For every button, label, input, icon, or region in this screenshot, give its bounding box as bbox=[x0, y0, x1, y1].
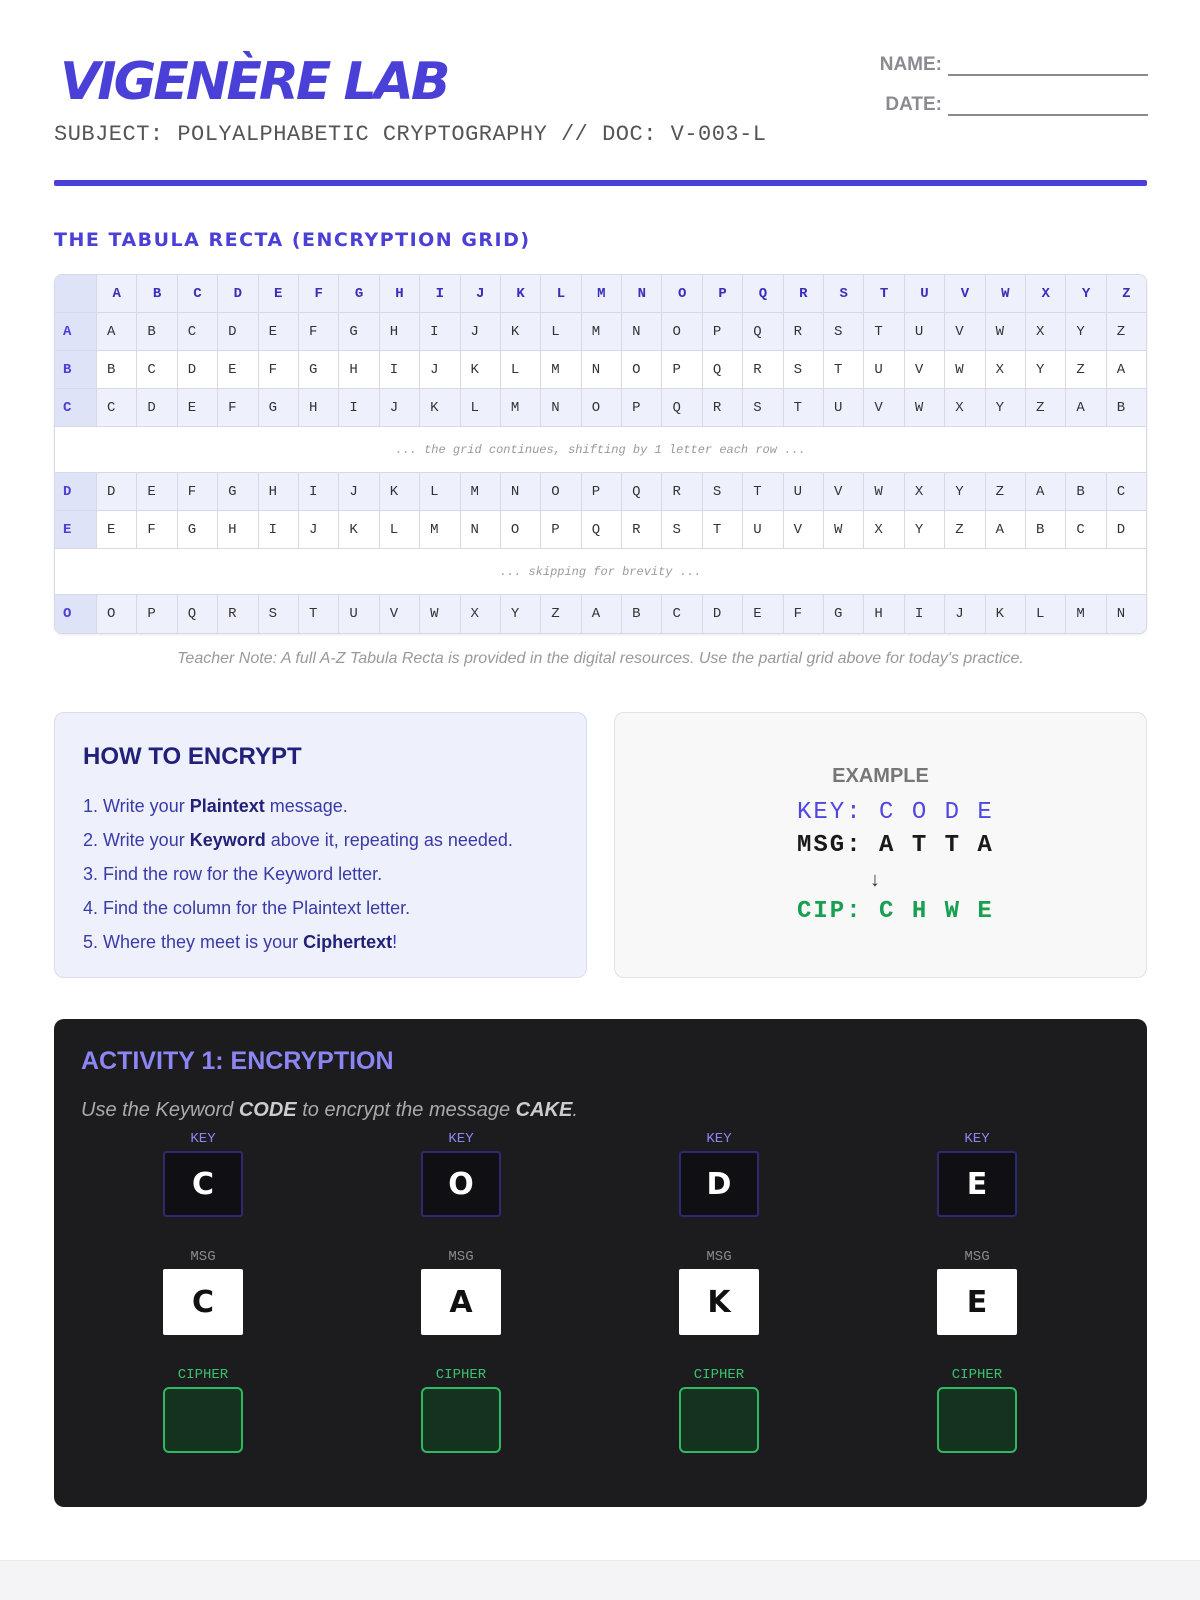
tabula-cell: X bbox=[945, 389, 985, 426]
page-title: VIGENÈRE LAB bbox=[60, 52, 448, 112]
tabula-column-header: F bbox=[299, 275, 339, 312]
tabula-column-header: H bbox=[380, 275, 420, 312]
steps-list bbox=[83, 789, 558, 959]
tabula-row-header: D bbox=[55, 473, 97, 510]
how-to-encrypt-panel bbox=[54, 712, 587, 978]
tabula-corner-cell bbox=[55, 275, 97, 312]
activity-cipher-label: CIPHER bbox=[693, 1367, 745, 1383]
step-text: 3. Find the row for the Keyword letter. bbox=[83, 864, 383, 884]
tabula-cell: P bbox=[582, 473, 622, 510]
tabula-cell: T bbox=[784, 389, 824, 426]
tabula-row-header: A bbox=[55, 313, 97, 350]
page-footer-strip bbox=[0, 1560, 1200, 1600]
step-term: Ciphertext bbox=[303, 932, 393, 952]
step-item bbox=[83, 891, 558, 925]
tabula-recta-grid bbox=[54, 274, 1147, 634]
tabula-header-row bbox=[55, 275, 1146, 313]
tabula-cell: O bbox=[582, 389, 622, 426]
tabula-row bbox=[55, 351, 1146, 389]
tabula-cell: I bbox=[905, 595, 945, 633]
tabula-cell: S bbox=[703, 473, 743, 510]
example-msg-line: MSG: A T T A bbox=[797, 832, 994, 859]
tabula-column-header: L bbox=[541, 275, 581, 312]
tabula-cell: U bbox=[743, 511, 783, 548]
subject-line: SUBJECT: POLYALPHABETIC CRYPTOGRAPHY // DOC: V-003-L bbox=[54, 122, 767, 147]
tabula-cell: F bbox=[137, 511, 177, 548]
step-item bbox=[83, 857, 558, 891]
tabula-cell: V bbox=[945, 313, 985, 350]
tabula-cell: R bbox=[622, 511, 662, 548]
tabula-cell: Y bbox=[1066, 313, 1106, 350]
tabula-cell: F bbox=[218, 389, 258, 426]
activity-key-box: D bbox=[679, 1151, 759, 1217]
tabula-cell: H bbox=[299, 389, 339, 426]
tabula-row-header: B bbox=[55, 351, 97, 388]
tabula-gap-note: ... the grid continues, shifting by 1 letter each row ... bbox=[55, 427, 1146, 473]
tabula-cell: Z bbox=[1116, 323, 1126, 340]
tabula-cell: E bbox=[218, 351, 258, 388]
tabula-cell: I bbox=[380, 351, 420, 388]
tabula-cell: P bbox=[137, 595, 177, 633]
header-divider bbox=[54, 180, 1147, 186]
tabula-column-header: K bbox=[501, 275, 541, 312]
tabula-cell: A bbox=[1116, 361, 1126, 378]
tabula-row bbox=[55, 511, 1146, 549]
step-text-end: above it, repeating as needed. bbox=[265, 830, 513, 850]
tabula-column-header: A bbox=[97, 275, 137, 312]
tabula-cell: K bbox=[420, 389, 460, 426]
tabula-cell: C bbox=[137, 351, 177, 388]
tabula-row-header: E bbox=[55, 511, 97, 548]
activity-title: ACTIVITY 1: ENCRYPTION bbox=[81, 1047, 394, 1075]
tabula-cell: K bbox=[380, 473, 420, 510]
activity-msg-label: MSG bbox=[190, 1249, 216, 1265]
tabula-column-header: W bbox=[986, 275, 1026, 312]
tabula-cell: I bbox=[299, 473, 339, 510]
example-title: EXAMPLE bbox=[832, 765, 929, 787]
tabula-cell: N bbox=[501, 473, 541, 510]
example-key-line: KEY: C O D E bbox=[797, 799, 994, 826]
tabula-cell: G bbox=[218, 473, 258, 510]
tabula-cell: A bbox=[986, 511, 1026, 548]
tabula-cell: O bbox=[662, 313, 702, 350]
tabula-cell: C bbox=[178, 313, 218, 350]
tabula-cell: O bbox=[622, 351, 662, 388]
date-blank-line[interactable] bbox=[948, 96, 1148, 116]
tabula-column-header: M bbox=[582, 275, 622, 312]
tabula-cell: J bbox=[299, 511, 339, 548]
tabula-cell: N bbox=[1116, 606, 1126, 622]
tabula-cell: P bbox=[622, 389, 662, 426]
tabula-cell: L bbox=[501, 351, 541, 388]
tabula-cell: T bbox=[864, 313, 904, 350]
tabula-cell: K bbox=[986, 595, 1026, 633]
activity-key-box: E bbox=[937, 1151, 1017, 1217]
tabula-cell: G bbox=[339, 313, 379, 350]
tabula-cell: O bbox=[97, 595, 137, 633]
tabula-cell: W bbox=[945, 351, 985, 388]
tabula-cell: M bbox=[1066, 595, 1106, 633]
tabula-cell: O bbox=[501, 511, 541, 548]
tabula-cell: U bbox=[824, 389, 864, 426]
activity-msg-label: MSG bbox=[448, 1249, 474, 1265]
tabula-cell: Z bbox=[1066, 351, 1106, 388]
tabula-column-header: T bbox=[864, 275, 904, 312]
tabula-cell: F bbox=[299, 313, 339, 350]
tabula-cell: A bbox=[97, 313, 137, 350]
tabula-cell: S bbox=[259, 595, 299, 633]
tabula-cell: F bbox=[784, 595, 824, 633]
activity-key-label: KEY bbox=[964, 1131, 990, 1147]
tabula-cell: Z bbox=[541, 595, 581, 633]
name-label: NAME: bbox=[879, 54, 942, 75]
activity-key-label: KEY bbox=[190, 1131, 216, 1147]
tabula-column-header: B bbox=[137, 275, 177, 312]
tabula-cell: P bbox=[541, 511, 581, 548]
tabula-cell: B bbox=[137, 313, 177, 350]
tabula-heading: THE TABULA RECTA (ENCRYPTION GRID) bbox=[54, 229, 531, 251]
tabula-cell: D bbox=[1116, 521, 1126, 538]
instr-text-1: Use the Keyword bbox=[81, 1099, 239, 1121]
tabula-cell: V bbox=[864, 389, 904, 426]
tabula-cell: H bbox=[218, 511, 258, 548]
tabula-column-header: Z bbox=[1122, 285, 1131, 302]
tabula-cell: X bbox=[461, 595, 501, 633]
instr-message: CAKE bbox=[515, 1099, 573, 1121]
tabula-cell: T bbox=[703, 511, 743, 548]
tabula-cell: G bbox=[299, 351, 339, 388]
tabula-column-header: P bbox=[703, 275, 743, 312]
tabula-column-header: X bbox=[1026, 275, 1066, 312]
tabula-cell: I bbox=[339, 389, 379, 426]
tabula-cell: H bbox=[259, 473, 299, 510]
tabula-cell: A bbox=[582, 595, 622, 633]
tabula-cell: Q bbox=[703, 351, 743, 388]
step-text: 1. Write your bbox=[83, 796, 190, 816]
tabula-column-header: V bbox=[945, 275, 985, 312]
tabula-cell: P bbox=[703, 313, 743, 350]
tabula-cell: B bbox=[97, 351, 137, 388]
tabula-column-header: U bbox=[905, 275, 945, 312]
tabula-cell: J bbox=[461, 313, 501, 350]
activity-cipher-label: CIPHER bbox=[177, 1367, 229, 1383]
tabula-column-header: D bbox=[218, 275, 258, 312]
cipher-answer-box[interactable] bbox=[163, 1387, 243, 1453]
step-term: Keyword bbox=[189, 830, 266, 850]
tabula-cell: A bbox=[1026, 473, 1066, 510]
tabula-cell: N bbox=[461, 511, 501, 548]
tabula-cell: Q bbox=[622, 473, 662, 510]
tabula-cell: Z bbox=[986, 473, 1026, 510]
tabula-column-header: Q bbox=[743, 275, 783, 312]
date-label: DATE: bbox=[885, 94, 942, 115]
tabula-cell: E bbox=[137, 473, 177, 510]
step-text: 4. Find the column for the Plaintext letter. bbox=[83, 898, 411, 918]
tabula-cell: Y bbox=[501, 595, 541, 633]
step-item bbox=[83, 789, 558, 823]
activity-cipher-label: CIPHER bbox=[951, 1367, 1003, 1383]
tabula-cell: A bbox=[1066, 389, 1106, 426]
tabula-column-header: R bbox=[784, 275, 824, 312]
tabula-cell: R bbox=[703, 389, 743, 426]
step-term: Plaintext bbox=[189, 796, 265, 816]
tabula-cell: B bbox=[622, 595, 662, 633]
instr-text-2: to encrypt the message bbox=[296, 1099, 516, 1121]
tabula-cell: E bbox=[743, 595, 783, 633]
tabula-cell: M bbox=[541, 351, 581, 388]
tabula-cell: W bbox=[420, 595, 460, 633]
tabula-cell: Y bbox=[986, 389, 1026, 426]
activity-msg-box: E bbox=[937, 1269, 1017, 1335]
tabula-cell: D bbox=[137, 389, 177, 426]
instr-text-3: . bbox=[572, 1099, 578, 1121]
tabula-cell: R bbox=[218, 595, 258, 633]
tabula-cell: N bbox=[622, 313, 662, 350]
activity-msg-label: MSG bbox=[706, 1249, 732, 1265]
tabula-row bbox=[55, 389, 1146, 427]
tabula-cell: J bbox=[945, 595, 985, 633]
tabula-cell: L bbox=[420, 473, 460, 510]
activity-msg-box: A bbox=[421, 1269, 501, 1335]
tabula-cell: D bbox=[178, 351, 218, 388]
tabula-cell: J bbox=[420, 351, 460, 388]
tabula-cell: U bbox=[339, 595, 379, 633]
tabula-cell: C bbox=[97, 389, 137, 426]
activity-cipher-label: CIPHER bbox=[435, 1367, 487, 1383]
tabula-cell: H bbox=[380, 313, 420, 350]
tabula-cell: L bbox=[461, 389, 501, 426]
tabula-column-header: N bbox=[622, 275, 662, 312]
tabula-cell: H bbox=[864, 595, 904, 633]
tabula-row-header: O bbox=[55, 595, 97, 633]
tabula-cell: E bbox=[178, 389, 218, 426]
tabula-cell: Y bbox=[905, 511, 945, 548]
tabula-cell: V bbox=[824, 473, 864, 510]
cipher-answer-box[interactable] bbox=[421, 1387, 501, 1453]
tabula-cell: L bbox=[380, 511, 420, 548]
tabula-cell: B bbox=[1116, 399, 1126, 416]
name-field[interactable] bbox=[880, 54, 1148, 76]
tabula-cell: T bbox=[299, 595, 339, 633]
step-text-end: message. bbox=[264, 796, 348, 816]
cipher-answer-box[interactable] bbox=[937, 1387, 1017, 1453]
tabula-cell: B bbox=[1026, 511, 1066, 548]
tabula-cell: X bbox=[905, 473, 945, 510]
tabula-row bbox=[55, 595, 1146, 633]
tabula-cell: H bbox=[339, 351, 379, 388]
tabula-cell: K bbox=[461, 351, 501, 388]
tabula-cell: Z bbox=[945, 511, 985, 548]
tabula-cell: R bbox=[784, 313, 824, 350]
tabula-column-header: S bbox=[824, 275, 864, 312]
step-text: 5. Where they meet is your bbox=[83, 932, 304, 952]
tabula-cell: O bbox=[541, 473, 581, 510]
activity-panel bbox=[54, 1019, 1147, 1507]
tabula-cell: M bbox=[420, 511, 460, 548]
tabula-cell: M bbox=[461, 473, 501, 510]
tabula-cell: G bbox=[178, 511, 218, 548]
tabula-cell: S bbox=[662, 511, 702, 548]
tabula-cell: X bbox=[986, 351, 1026, 388]
tabula-cell: L bbox=[541, 313, 581, 350]
how-to-title: HOW TO ENCRYPT bbox=[83, 743, 302, 770]
tabula-cell: U bbox=[784, 473, 824, 510]
tabula-column-header: I bbox=[420, 275, 460, 312]
tabula-cell: R bbox=[662, 473, 702, 510]
tabula-gap-note: ... skipping for brevity ... bbox=[55, 549, 1146, 595]
activity-msg-label: MSG bbox=[964, 1249, 990, 1265]
tabula-cell: V bbox=[784, 511, 824, 548]
tabula-cell: S bbox=[743, 389, 783, 426]
tabula-cell: Q bbox=[178, 595, 218, 633]
tabula-cell: D bbox=[97, 473, 137, 510]
tabula-cell: U bbox=[905, 313, 945, 350]
tabula-cell: Y bbox=[945, 473, 985, 510]
tabula-cell: W bbox=[986, 313, 1026, 350]
tabula-cell: R bbox=[743, 351, 783, 388]
tabula-column-header: E bbox=[259, 275, 299, 312]
tabula-cell: E bbox=[259, 313, 299, 350]
tabula-cell: X bbox=[864, 511, 904, 548]
activity-msg-box: C bbox=[163, 1269, 243, 1335]
tabula-column-header: C bbox=[178, 275, 218, 312]
tabula-cell: X bbox=[1026, 313, 1066, 350]
date-field[interactable] bbox=[885, 94, 1148, 116]
tabula-cell: Z bbox=[1026, 389, 1066, 426]
tabula-cell: G bbox=[824, 595, 864, 633]
activity-key-box: C bbox=[163, 1151, 243, 1217]
tabula-cell: W bbox=[905, 389, 945, 426]
tabula-cell: W bbox=[864, 473, 904, 510]
tabula-cell: E bbox=[97, 511, 137, 548]
tabula-cell: Y bbox=[1026, 351, 1066, 388]
activity-key-box: O bbox=[421, 1151, 501, 1217]
tabula-cell: C bbox=[1116, 483, 1126, 500]
tabula-cell: N bbox=[582, 351, 622, 388]
tabula-cell: T bbox=[743, 473, 783, 510]
tabula-cell: K bbox=[501, 313, 541, 350]
tabula-cell: B bbox=[1066, 473, 1106, 510]
instr-keyword: CODE bbox=[238, 1099, 297, 1121]
tabula-cell: P bbox=[662, 351, 702, 388]
down-arrow-icon: ↓ bbox=[870, 869, 880, 891]
tabula-cell: G bbox=[259, 389, 299, 426]
tabula-cell: S bbox=[824, 313, 864, 350]
tabula-cell: U bbox=[864, 351, 904, 388]
tabula-cell: F bbox=[259, 351, 299, 388]
step-item bbox=[83, 925, 558, 959]
activity-key-label: KEY bbox=[448, 1131, 474, 1147]
example-cipher-line: CIP: C H W E bbox=[797, 898, 994, 925]
example-panel bbox=[614, 712, 1147, 978]
tabula-cell: W bbox=[824, 511, 864, 548]
cipher-answer-box[interactable] bbox=[679, 1387, 759, 1453]
activity-key-label: KEY bbox=[706, 1131, 732, 1147]
tabula-cell: D bbox=[218, 313, 258, 350]
tabula-cell: F bbox=[178, 473, 218, 510]
tabula-cell: D bbox=[703, 595, 743, 633]
tabula-cell: V bbox=[905, 351, 945, 388]
tabula-cell: K bbox=[339, 511, 379, 548]
tabula-row bbox=[55, 313, 1146, 351]
tabula-column-header: J bbox=[461, 275, 501, 312]
activity-msg-box: K bbox=[679, 1269, 759, 1335]
tabula-cell: S bbox=[784, 351, 824, 388]
tabula-cell: V bbox=[380, 595, 420, 633]
tabula-cell: N bbox=[541, 389, 581, 426]
teacher-note: Teacher Note: A full A-Z Tabula Recta is provided in the digital resources. Use the partial grid above for today's practice. bbox=[177, 650, 1024, 667]
tabula-cell: J bbox=[380, 389, 420, 426]
tabula-column-header: Y bbox=[1066, 275, 1106, 312]
tabula-cell: C bbox=[662, 595, 702, 633]
name-blank-line[interactable] bbox=[948, 56, 1148, 76]
tabula-cell: I bbox=[259, 511, 299, 548]
tabula-row bbox=[55, 473, 1146, 511]
tabula-row-header: C bbox=[55, 389, 97, 426]
step-text-end: ! bbox=[392, 932, 398, 952]
tabula-cell: Q bbox=[743, 313, 783, 350]
tabula-cell: L bbox=[1026, 595, 1066, 633]
tabula-cell: J bbox=[339, 473, 379, 510]
tabula-cell: T bbox=[824, 351, 864, 388]
tabula-column-header: G bbox=[339, 275, 379, 312]
tabula-column-header: O bbox=[662, 275, 702, 312]
step-item bbox=[83, 823, 558, 857]
tabula-cell: M bbox=[582, 313, 622, 350]
tabula-cell: C bbox=[1066, 511, 1106, 548]
tabula-cell: M bbox=[501, 389, 541, 426]
tabula-cell: I bbox=[420, 313, 460, 350]
tabula-cell: Q bbox=[582, 511, 622, 548]
activity-instructions bbox=[81, 1099, 578, 1122]
step-text: 2. Write your bbox=[83, 830, 190, 850]
tabula-cell: Q bbox=[662, 389, 702, 426]
